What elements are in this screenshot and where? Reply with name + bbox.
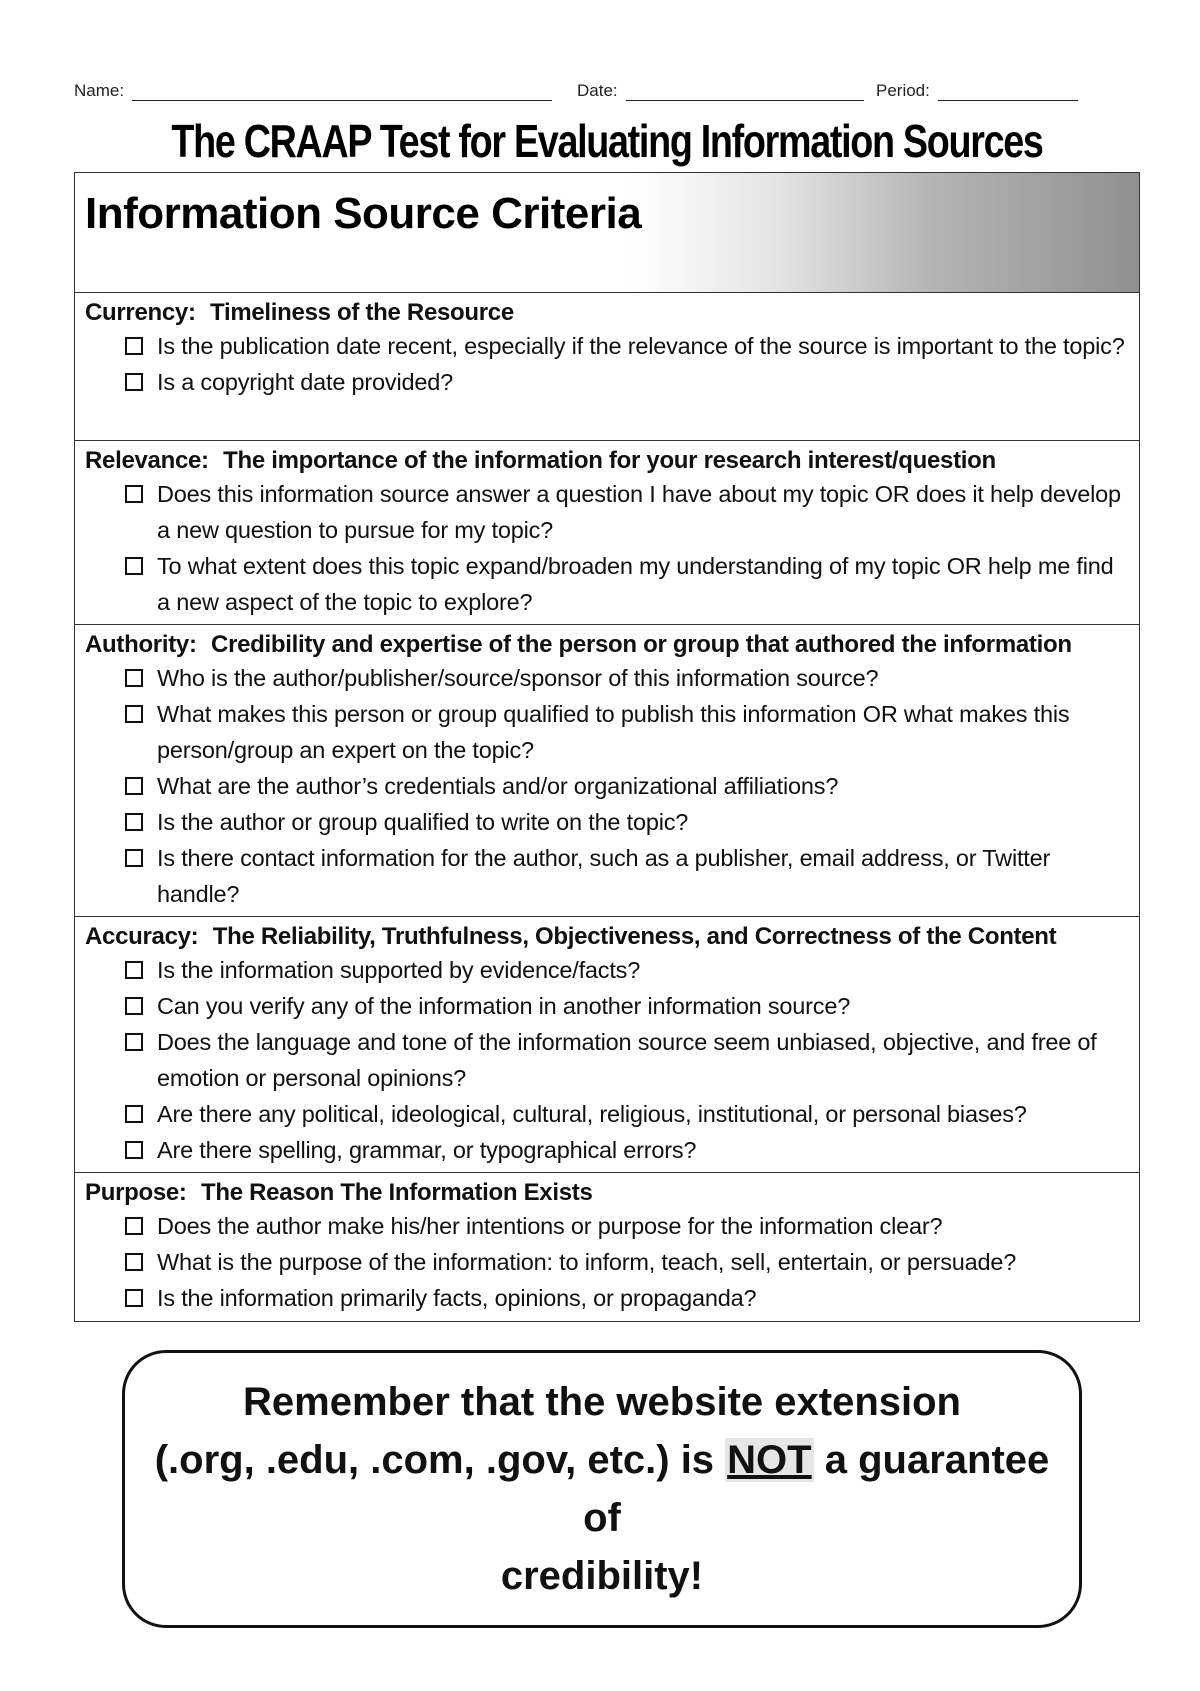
checklist-item[interactable]: [125, 768, 1129, 804]
checkbox-icon[interactable]: [125, 1141, 143, 1159]
checkbox-icon[interactable]: [125, 849, 143, 867]
checkbox-icon[interactable]: [125, 557, 143, 575]
checkbox-icon[interactable]: [125, 1105, 143, 1123]
checklist-item-text: Is a copyright date provided?: [157, 369, 453, 395]
reminder-line-2-start: (.org, .edu, .com, .gov, etc.) is: [154, 1438, 726, 1482]
checklist-item-text: Can you verify any of the information in another information source?: [157, 993, 851, 1019]
table-heading-bar: [75, 173, 1139, 293]
section-title: [85, 446, 1129, 476]
student-info-fields: [74, 80, 1104, 108]
section-title: [85, 630, 1129, 660]
section-term: Relevance:: [85, 447, 209, 474]
period-field[interactable]: [876, 80, 1078, 101]
section-term: Accuracy:: [85, 923, 199, 950]
reminder-text: [152, 1373, 1052, 1605]
checklist-item[interactable]: [125, 476, 1129, 548]
checklist-item-text: Is the author or group qualified to write on the topic?: [157, 809, 689, 835]
section-title: [85, 298, 1129, 328]
checklist-item[interactable]: [125, 1132, 1129, 1168]
section-term: Authority:: [85, 631, 197, 658]
checkbox-icon[interactable]: [125, 485, 143, 503]
reminder-callout-box: [122, 1350, 1082, 1628]
checklist-item-text: What makes this person or group qualified to publish this information OR what makes this person/group an expert on the topic?: [157, 701, 1070, 763]
section-authority: [75, 625, 1139, 917]
name-field[interactable]: [74, 80, 552, 101]
section-description: The Reason The Information Exists: [201, 1179, 593, 1206]
criteria-table: [74, 172, 1140, 1322]
checklist-item[interactable]: [125, 1208, 1129, 1244]
checkbox-icon[interactable]: [125, 1033, 143, 1051]
checklist-item-text: Are there spelling, grammar, or typographical errors?: [157, 1137, 697, 1163]
checklist-item-text: What are the author’s credentials and/or organizational affiliations?: [157, 773, 839, 799]
section-description: The importance of the information for your research interest/question: [223, 447, 996, 474]
checkbox-icon[interactable]: [125, 1253, 143, 1271]
checkbox-icon[interactable]: [125, 373, 143, 391]
checkbox-icon[interactable]: [125, 961, 143, 979]
checklist-item-text: Is the information primarily facts, opinions, or propaganda?: [157, 1285, 757, 1311]
period-label: Period:: [876, 81, 930, 100]
section-accuracy: [75, 917, 1139, 1173]
checkbox-icon[interactable]: [125, 777, 143, 795]
checkbox-icon[interactable]: [125, 813, 143, 831]
name-blank-line[interactable]: [132, 80, 552, 101]
checklist-item-text: Does the author make his/her intentions or purpose for the information clear?: [157, 1213, 943, 1239]
date-field[interactable]: [577, 80, 864, 101]
checklist-item-text: Are there any political, ideological, cultural, religious, institutional, or personal biases?: [157, 1101, 1027, 1127]
checkbox-icon[interactable]: [125, 1289, 143, 1307]
name-label: Name:: [74, 81, 125, 100]
checklist-item[interactable]: [125, 1096, 1129, 1132]
section-purpose: [75, 1173, 1139, 1321]
checklist-item-text: To what extent does this topic expand/broaden my understanding of my topic OR help me find a new aspect of the topic to explore?: [157, 553, 1114, 615]
checklist-item[interactable]: [125, 548, 1129, 620]
section-title: [85, 922, 1129, 952]
checkbox-icon[interactable]: [125, 997, 143, 1015]
section-relevance: [75, 441, 1139, 625]
checklist-item-text: Who is the author/publisher/source/sponsor of this information source?: [157, 665, 879, 691]
checkbox-icon[interactable]: [125, 705, 143, 723]
section-description: Timeliness of the Resource: [210, 299, 514, 326]
checklist-item[interactable]: [125, 696, 1129, 768]
section-description: Credibility and expertise of the person or group that authored the information: [211, 631, 1072, 658]
date-blank-line[interactable]: [626, 80, 864, 101]
checklist-item-text: What is the purpose of the information: to inform, teach, sell, entertain, or persuade?: [157, 1249, 1017, 1275]
checklist-item-text: Does the language and tone of the information source seem unbiased, objective, and free of emotion or personal opinions?: [157, 1029, 1097, 1091]
checklist-item-text: Is there contact information for the author, such as a publisher, email address, or Twitter handle?: [157, 845, 1051, 907]
checklist-item[interactable]: [125, 1244, 1129, 1280]
checklist-item[interactable]: [125, 988, 1129, 1024]
checklist-item-text: Does this information source answer a question I have about my topic OR does it help develop a new question to pursue for my topic?: [157, 481, 1121, 543]
checklist-item[interactable]: [125, 952, 1129, 988]
date-label: Date:: [577, 81, 618, 100]
checklist-item[interactable]: [125, 840, 1129, 912]
checklist-item[interactable]: [125, 1280, 1129, 1316]
checkbox-icon[interactable]: [125, 337, 143, 355]
checkbox-icon[interactable]: [125, 669, 143, 687]
checklist-item[interactable]: [125, 364, 1129, 400]
checklist-item[interactable]: [125, 804, 1129, 840]
section-title: [85, 1178, 1129, 1208]
section-term: Currency:: [85, 299, 196, 326]
period-blank-line[interactable]: [938, 80, 1078, 101]
section-term: Purpose:: [85, 1179, 187, 1206]
section-description: The Reliability, Truthfulness, Objectiveness, and Correctness of the Content: [212, 923, 1057, 950]
page-title: The CRAAP Test for Evaluating Information Sources: [171, 115, 1043, 167]
section-currency: [75, 293, 1139, 441]
checklist-item[interactable]: [125, 660, 1129, 696]
checkbox-icon[interactable]: [125, 1217, 143, 1235]
reminder-line-3: credibility!: [500, 1554, 704, 1598]
reminder-emphasis-not: NOT: [727, 1438, 812, 1482]
table-heading: Information Source Criteria: [85, 189, 642, 238]
checklist-item[interactable]: [125, 328, 1129, 364]
reminder-line-2: [152, 1431, 1052, 1547]
reminder-line-2-end: a guarantee of: [583, 1438, 1050, 1540]
reminder-line-1: Remember that the website extension: [243, 1380, 961, 1424]
checklist-item-text: Is the publication date recent, especially if the relevance of the source is important to the topic?: [157, 333, 1125, 359]
checklist-item-text: Is the information supported by evidence/facts?: [157, 957, 641, 983]
checklist-item[interactable]: [125, 1024, 1129, 1096]
